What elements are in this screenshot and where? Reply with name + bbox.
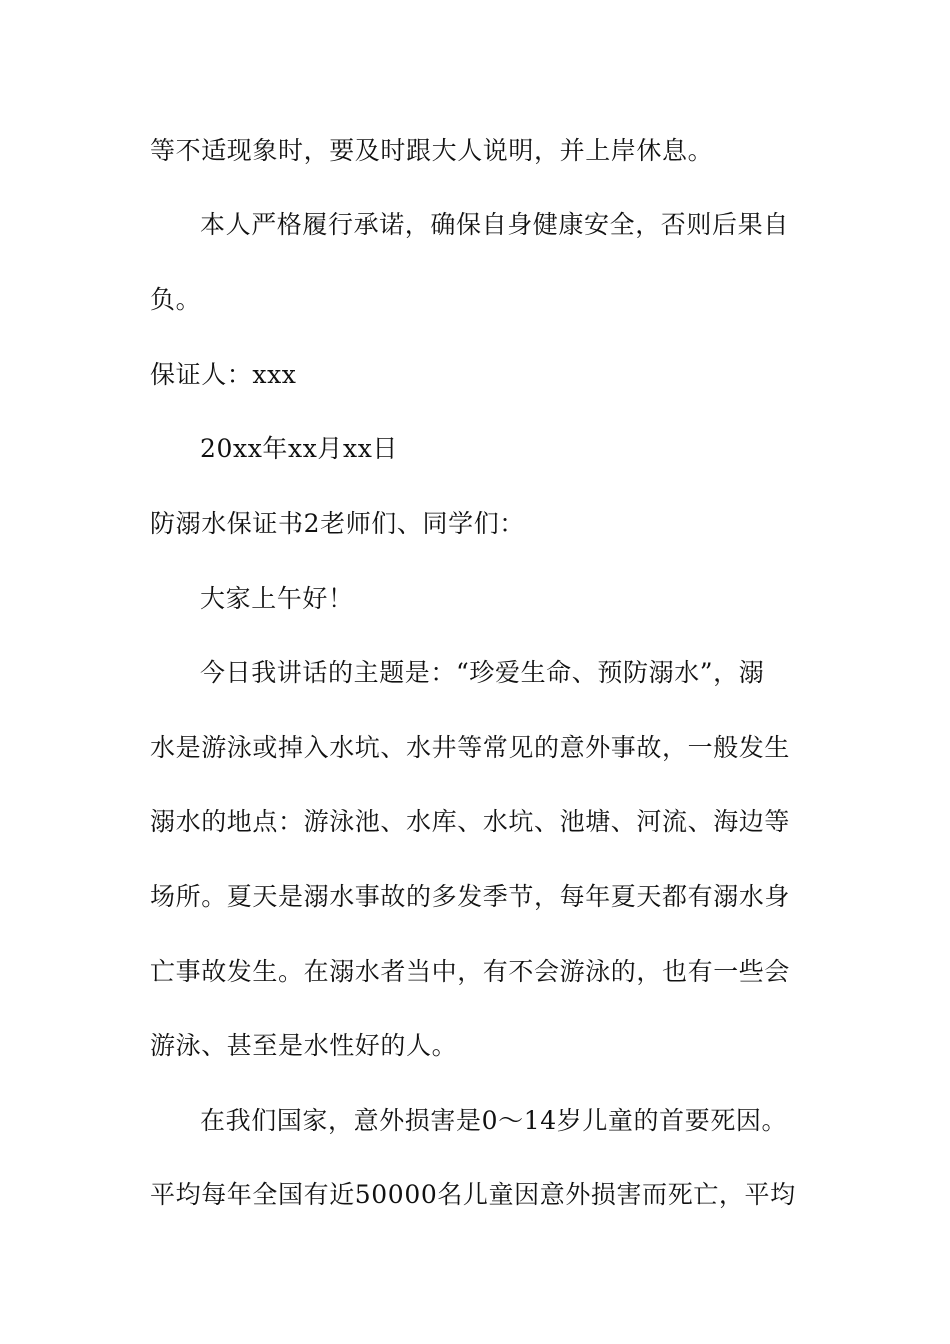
text-line: 平均每年全国有近50000名儿童因意外损害而死亡，平均 bbox=[150, 1180, 796, 1209]
signatory-line: 保证人：xxx bbox=[150, 360, 297, 389]
text-line: 负。 bbox=[150, 285, 202, 314]
text-line: 在我们国家，意外损害是0～14岁儿童的首要死因。 bbox=[200, 1106, 788, 1135]
date-line: 20xx年xx月xx日 bbox=[200, 434, 399, 463]
text-line: 等不适现象时，要及时跟大人说明，并上岸休息。 bbox=[150, 136, 714, 165]
text-line: 场所。夏天是溺水事故的多发季节，每年夏天都有溺水身 bbox=[150, 882, 791, 911]
text-line: 今日我讲话的主题是：“珍爱生命、预防溺水”，溺 bbox=[200, 658, 765, 687]
text-line: 亡事故发生。在溺水者当中，有不会游泳的，也有一些会 bbox=[150, 957, 791, 986]
text-line: 本人严格履行承诺，确保自身健康安全，否则后果自 bbox=[200, 210, 789, 239]
text-line: 水是游泳或掉入水坑、水井等常见的意外事故，一般发生 bbox=[150, 733, 791, 762]
section-heading: 防溺水保证书2老师们、同学们： bbox=[150, 509, 525, 538]
text-line: 游泳、甚至是水性好的人。 bbox=[150, 1031, 458, 1060]
greeting-line: 大家上午好！ bbox=[200, 584, 354, 613]
text-line: 溺水的地点：游泳池、水库、水坑、池塘、河流、海边等 bbox=[150, 807, 791, 836]
